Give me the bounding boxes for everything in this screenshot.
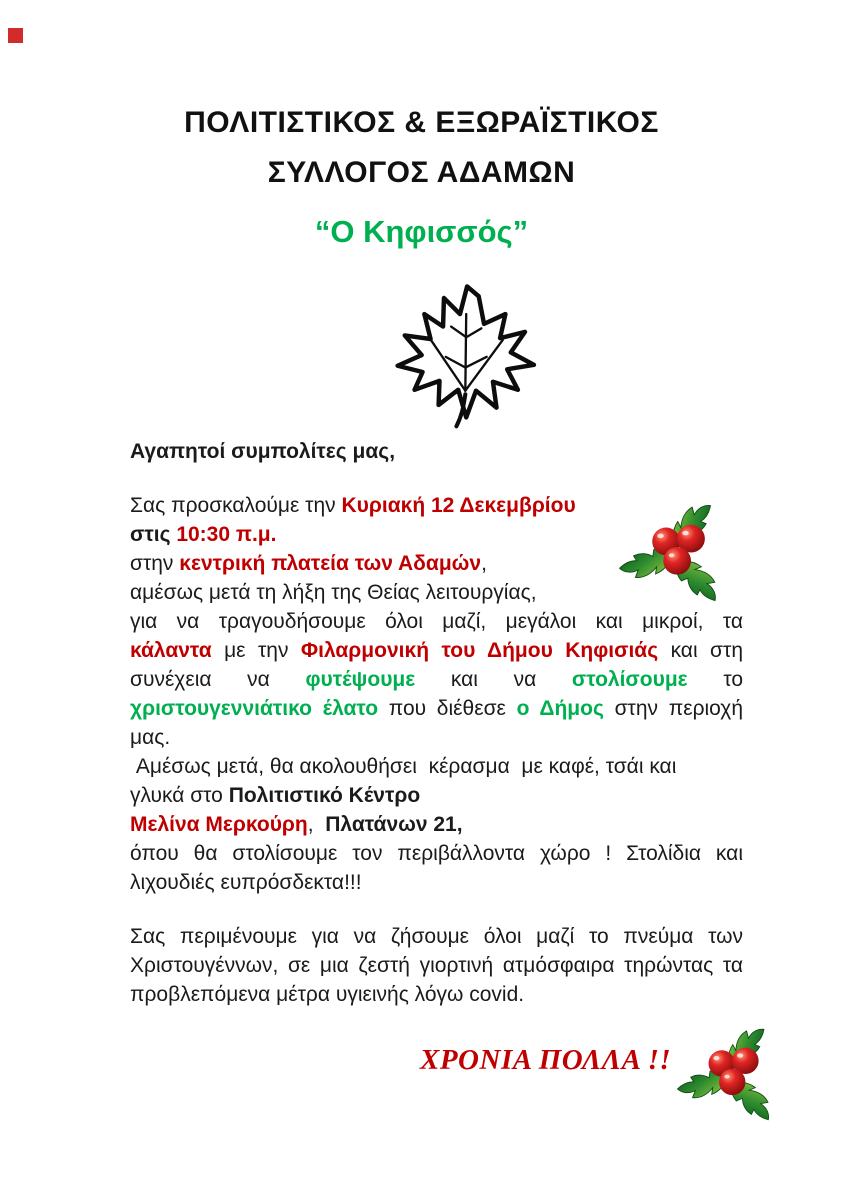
body-line [130, 636, 743, 665]
text-segment: που διέθεσε [378, 697, 517, 720]
body-line [130, 868, 743, 897]
text-segment: Φιλαρμονική του Δήμου Κηφισιάς [300, 639, 659, 662]
body-line [130, 752, 743, 781]
body-line [130, 922, 743, 951]
text-segment: στις [130, 523, 177, 546]
text-segment: Μελίνα Μερκούρη [130, 813, 308, 836]
text-segment: Σας προσκαλούμε την [130, 494, 342, 517]
text-segment: και να [415, 668, 572, 691]
text-segment: Σας περιμένουμε για να ζήσουμε όλοι μαζί το πνεύμα των [130, 925, 743, 948]
text-segment: , [307, 813, 326, 836]
body-line [130, 665, 743, 694]
footer-greeting: ΧΡΟΝΙΑ ΠΟΛΛΑ !! [420, 1044, 672, 1076]
text-segment: χριστουγεννιάτικο έλατο [130, 697, 379, 720]
text-segment: Αγαπητοί συμπολίτες μας, [130, 440, 396, 463]
association-name: “Ο Κηφισσός” [314, 214, 529, 249]
text-segment: φυτέψουμε [305, 668, 416, 691]
text-segment: γλυκά στο [130, 784, 229, 807]
maple-leaf-icon [392, 282, 544, 429]
text-segment: λιχουδιές ευπρόσδεκτα!!! [130, 871, 362, 894]
text-segment: στην [130, 552, 180, 575]
text-segment: προβλεπόμενα μέτρα υγιεινής λόγω covid. [130, 983, 525, 1006]
body-line [130, 723, 743, 752]
title-block [0, 98, 843, 254]
text-segment: συνέχεια να [130, 668, 306, 691]
body-line [130, 607, 743, 636]
text-segment: , [481, 552, 487, 575]
text-segment: κεντρική πλατεία των Αδαμών [179, 552, 482, 575]
body-line [130, 781, 743, 810]
holly-berries-icon [676, 1022, 792, 1126]
red-square-marker [8, 28, 23, 43]
text-segment: Πολιτιστικό Κέντρο [228, 784, 421, 807]
text-segment: για να τραγουδήσουμε όλοι μαζί, μεγάλοι και μικροί, τα [130, 610, 743, 633]
leaf-figure [0, 282, 843, 429]
body-line [130, 980, 743, 1009]
text-segment: και στη [658, 639, 743, 662]
body-line [130, 694, 743, 723]
text-segment: στην περιοχή [603, 697, 743, 720]
text-segment: Αμέσως μετά, θα ακολουθήσει κέρασμα με καφέ, τσάι και [130, 755, 677, 778]
body-line [130, 437, 743, 466]
page-title-line1: ΠΟΛΙΤΙΣΤΙΚΟΣ & ΕΞΩΡΑΪΣΤΙΚΟΣ [184, 106, 659, 139]
text-segment: μας. [130, 726, 171, 749]
text-segment: Χριστουγέννων, σε μια ζεστή γιορτινή ατμόσφαιρα τηρώντας τα [130, 954, 743, 977]
text-segment: Πλατάνων 21, [325, 813, 463, 836]
body-line [130, 810, 743, 839]
text-segment: αμέσως μετά τη λήξη της Θείας λειτουργίας, [130, 581, 537, 604]
text-segment: 10:30 π.μ. [176, 523, 277, 546]
text-segment: με την [211, 639, 301, 662]
text-segment: όπου θα στολίσουμε τον περιβάλλοντα χώρο ! Στολίδια και [130, 842, 743, 865]
body-line [130, 951, 743, 980]
text-segment: κάλαντα [130, 639, 212, 662]
holly-berries-icon [618, 498, 740, 607]
text-segment: ο Δήμος [516, 697, 604, 720]
text-segment: Κυριακή 12 Δεκεμβρίου [341, 494, 576, 517]
body-line [130, 839, 743, 868]
text-segment: το [687, 668, 743, 691]
page-title-line2: ΣΥΛΛΟΓΟΣ ΑΔΑΜΩΝ [267, 156, 576, 189]
text-segment: στολίσουμε [571, 668, 688, 691]
